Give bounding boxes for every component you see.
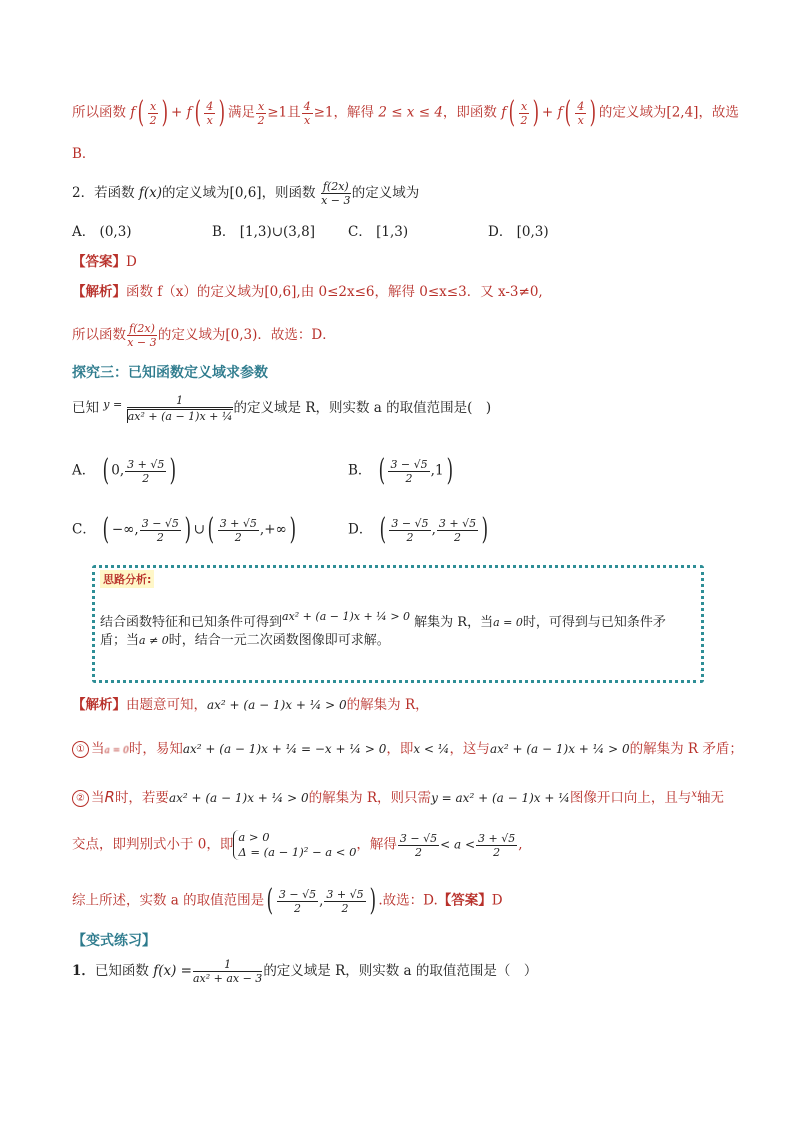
intro-text-3: 且: [287, 104, 301, 121]
q2-interval: [0,6]: [229, 185, 262, 201]
hint-line2: [100, 630, 390, 652]
q2-frac-num: f(2x): [322, 180, 349, 193]
a3-expr-6: y = ax² + (a − 1)x + ¼: [431, 791, 570, 805]
a3-text-2b: 时，易知: [128, 741, 183, 757]
a3-text-3e: 轴无: [697, 790, 724, 806]
practice-text-1: 已知函数: [94, 963, 149, 979]
a3-line2: [72, 738, 743, 762]
sys-line2: Δ = (a − 1)² − a < 0: [238, 845, 357, 859]
a3-text-1a: 由题意可知，: [126, 697, 207, 713]
a3-expr-5: ax² + (a − 1)x + ¼ > 0: [168, 791, 309, 805]
q3-num: 1: [127, 394, 233, 408]
q2-option-b[interactable]: B． [1,3)∪(3,8]: [212, 224, 316, 240]
q2-analysis-line1: [72, 281, 543, 303]
q3-root: ax² + (a − 1)x + ¼: [127, 410, 233, 423]
a3-answer-tag: 【答案】: [437, 892, 492, 909]
q2-number: 2．: [72, 185, 95, 201]
a3-blur-cond: a = 0: [104, 746, 129, 756]
q2-stem: [72, 180, 419, 207]
a3-line3: [72, 784, 724, 809]
a3-expr-4: ax² + (a − 1)x + ¼ > 0: [489, 742, 630, 756]
analysis-text: 函数 f（x）的定义域为[0,6],由 0≤2x≤6，解得 0≤x≤3．又 x-3≠0,: [126, 284, 543, 300]
intro-text-2: 满足: [228, 104, 255, 121]
practice-den: ax² + ax − 3: [192, 972, 263, 985]
hint-tag: 思路分析:: [100, 570, 154, 588]
practice-num: 1: [193, 958, 262, 972]
practice-text-2: 的定义域是 R，则实数 a 的取值范围是（ ）: [263, 963, 538, 979]
hint-aneq: a ≠ 0: [139, 634, 169, 647]
a3-expr-3: x < ¼: [413, 742, 450, 756]
a3-line5: 综上所述，实数 a 的取值范围是( $\frac{3 - √5}{2}$ , $\frac{3 + √5}{2}$ ) .故选：D.【答案】D: [72, 883, 503, 918]
q2-frac-den: x − 3: [321, 194, 351, 207]
q3-y: y =: [103, 398, 123, 411]
analysis-tag: 【解析】: [72, 284, 126, 300]
circle-two: ②: [72, 790, 89, 807]
a3-text-4a: 交点，即判别式小于 0，即: [72, 836, 234, 853]
a3-text-2d: ，这与: [449, 741, 490, 757]
q2-answer: [72, 251, 137, 273]
hint-text-1b: 解集为 R，当: [414, 615, 494, 630]
hint-a0: a = 0: [493, 616, 523, 629]
intro-interval: [2,4]: [666, 104, 699, 121]
q3-text-2: 的定义域是 R，则实数 a 的取值范围是( ): [233, 400, 492, 416]
q3-option-a[interactable]: A． ( 0, $\frac{3 + √5}{2}$ ): [72, 453, 177, 488]
a3-tag: 【解析】: [72, 697, 126, 713]
q2-fx: f(x): [138, 185, 163, 201]
section-title: 探究三：已知函数定义域求参数: [72, 365, 268, 381]
circle-one: ①: [72, 741, 89, 758]
practice-fx: f(x) =: [153, 963, 192, 979]
analysis-text-2a: 所以函数: [72, 327, 126, 343]
sys-line1: a > 0: [238, 830, 270, 844]
analysis-interval: [0,3): [225, 327, 258, 343]
intro-text-6: 的定义域为: [598, 104, 667, 121]
hint-text-1a: 结合函数特征和已知条件可得到: [100, 615, 283, 630]
intro-text-7: ，故选: [698, 104, 739, 121]
analysis-text-2c: ．故选：D．: [257, 327, 336, 343]
a3-text-3c: 的解集为 R，则只需: [308, 790, 432, 806]
q3-option-c[interactable]: C． ( −∞, $\frac{3 - √5}{2}$ ) ∪( $\frac{3 + √5}{2}$ ,+∞): [72, 512, 296, 547]
a3-R: R: [104, 788, 115, 806]
a3-text-4b: ，解得: [356, 836, 397, 853]
answer-value: D: [126, 254, 137, 270]
a3-text-2c: ，即: [386, 741, 414, 757]
q2-analysis-line2: 所以函数 $\frac{f(2x)}{x - 3}$ 的定义域为[0,3)．故选：D．: [72, 322, 336, 349]
q3-stem: [72, 394, 491, 423]
intro-choice: B．: [72, 146, 96, 162]
analysis-text-2b: 的定义域为: [157, 327, 226, 343]
a3-text-5a: 综上所述，实数 a 的取值范围是: [72, 892, 265, 909]
hint-ineq: ax² + (a − 1)x + ¼ > 0: [282, 610, 411, 623]
hint-text-2a: 盾；当: [100, 633, 140, 648]
intro-solution: 2 ≤ x ≤ 4: [378, 104, 443, 121]
a3-text-5b: .故选：D.: [378, 892, 438, 909]
a3-text-2e: 的解集为 R 矛盾；: [629, 741, 743, 757]
a3-line1: [72, 694, 429, 716]
intro-text-4: ，解得: [333, 104, 375, 121]
intro-text-1: 所以函数: [72, 104, 126, 121]
a3-ineq: < a <: [440, 837, 476, 852]
a3-text-3d: 图像开口向上，且与: [569, 790, 692, 806]
a3-answer: D: [491, 892, 503, 909]
intro-text-5: ，即函数: [442, 104, 497, 121]
q2-text-4: 的定义域为: [351, 185, 420, 201]
a3-text-2a: 当: [91, 741, 105, 757]
q3-text-1: 已知: [72, 400, 99, 416]
q3-option-b[interactable]: B． ( $\frac{3 - √5}{2}$ ,1): [348, 453, 453, 488]
q2-option-c[interactable]: C． [1,3): [348, 224, 409, 240]
hint-text-1c: 时，可得到与已知条件矛: [522, 615, 666, 630]
a3-expr: ax² + (a − 1)x + ¼ > 0: [207, 698, 347, 712]
a3-system: [233, 830, 356, 860]
a3-text-3a: 当: [91, 790, 105, 806]
q2-option-a[interactable]: A． (0,3): [72, 224, 132, 240]
q2-text-3: ，则函数: [261, 185, 316, 201]
practice-q1: [72, 958, 537, 985]
a3-text-3b: 时，若要: [114, 790, 169, 806]
practice-number: 1．: [72, 963, 95, 979]
a3-expr-2: ax² + (a − 1)x + ¼ = −x + ¼ > 0: [182, 742, 387, 756]
q2-text-1: 若函数: [94, 185, 135, 201]
a3-text-1b: 的解集为 R，: [346, 697, 429, 713]
answer-tag: 【答案】: [72, 254, 126, 270]
q2-text-2: 的定义域为: [162, 185, 230, 201]
a3-line4: 交点，即判别式小于 0，即 a > 0 Δ = (a − 1)² − a < 0，解得 $\frac{3 - √5}{2}$ < a < $\frac{3 + √5}{2}$ ,: [72, 830, 523, 859]
hint-text-2b: 时，结合一元二次函数图像即可求解。: [168, 633, 390, 648]
q3-option-d[interactable]: D． ( $\frac{3 - √5}{2}$ , $\frac{3 + √5}{2}$ ): [348, 512, 489, 547]
a3-x: x: [691, 789, 697, 800]
practice-title: 【变式练习】: [72, 933, 156, 949]
intro-line: 所以函数 f( $\frac{x}{2}$ ) + f( $\frac{4}{x}$ ) 满足 $\frac{x}{2}$ ≥1且 $\frac{4}{x}$ ≥1，解得 2 ≤ x ≤ 4，即函数 f( $\frac{x}{2}$ ) + f( $\frac{4}{x}$ ) 的定义域为[2,4]，故选: [72, 95, 739, 130]
q2-option-d[interactable]: D． [0,3): [488, 224, 549, 240]
